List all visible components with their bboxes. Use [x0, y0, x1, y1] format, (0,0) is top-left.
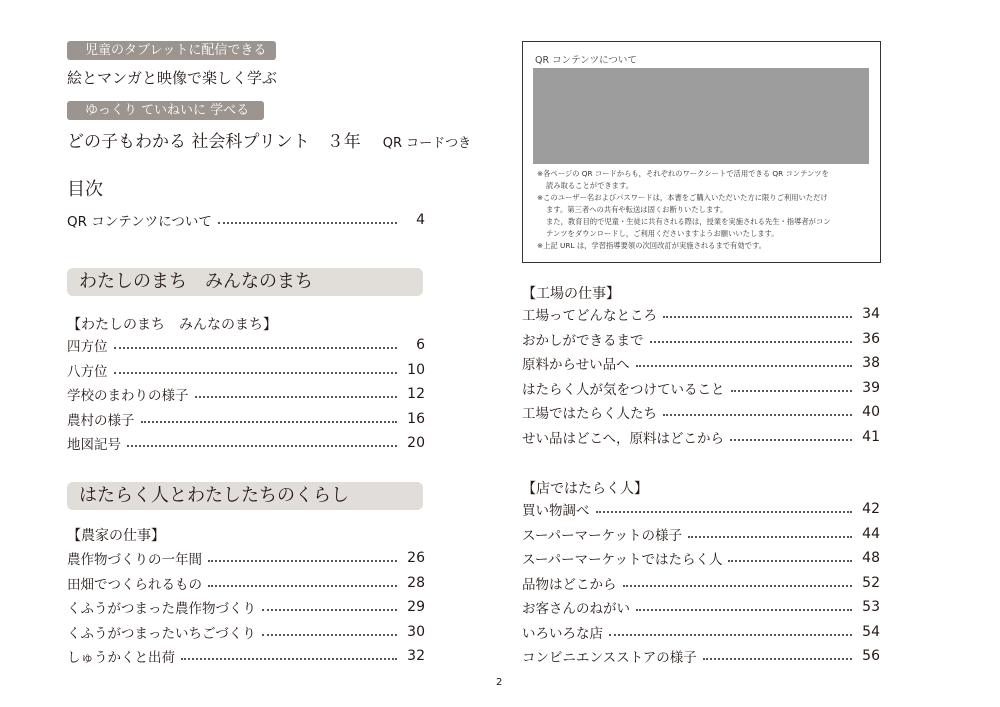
entry-label: いろいろな店: [522, 625, 603, 642]
toc-entry[interactable]: [522, 400, 880, 425]
entry-page: 53: [862, 599, 880, 616]
entry-page: 26: [407, 550, 425, 567]
qr-note-line: テンツをダウンロードし，ご利用くださいますようお願いいたします。: [546, 229, 779, 238]
entry-page: 52: [862, 574, 880, 591]
entry-label: スーパーマーケットの様子: [522, 527, 682, 544]
leader: [609, 634, 852, 636]
toc-entry[interactable]: [67, 431, 425, 456]
entry-page: 6: [416, 337, 425, 354]
entry-page: 38: [862, 355, 880, 372]
qr-notes: [537, 168, 877, 252]
leader: [636, 609, 852, 611]
tag-slow: ゆっくり ていねいに 学べる: [67, 101, 264, 120]
entry-label: 田畑でつくられるもの: [67, 576, 202, 593]
leader: [636, 365, 852, 367]
entry-page: 4: [416, 212, 425, 229]
toc-entry[interactable]: [67, 358, 425, 383]
toc-entry[interactable]: [522, 351, 880, 376]
group-heading: 【工場の仕事】: [522, 286, 620, 302]
toc-entry-qr[interactable]: [67, 208, 425, 233]
qr-note-line: また，教育目的で児童・生徒に共有される際は，授業を実施される先生・指導者がコン: [546, 217, 831, 226]
leader: [663, 414, 852, 416]
qr-box-title: QR コンテンツについて: [535, 55, 637, 66]
tag-tablet: 児童のタブレットに配信できる: [67, 41, 276, 60]
group-heading: 【店ではたらく人】: [522, 481, 648, 497]
leader: [688, 536, 852, 538]
entry-page: 56: [862, 648, 880, 665]
toc-heading: 目次: [67, 179, 103, 200]
book-title: [67, 127, 471, 152]
toc-entry[interactable]: [522, 376, 880, 401]
qr-note-line: ※上記 URL は，学習指導要領の次回改訂が実施されるまで有効です。: [537, 241, 766, 250]
toc-entry[interactable]: [67, 382, 425, 407]
entry-page: 41: [862, 428, 880, 445]
toc-list: [67, 333, 425, 456]
toc-entry[interactable]: [67, 620, 425, 645]
entry-page: 54: [862, 623, 880, 640]
toc-list: [522, 302, 880, 449]
leader: [114, 372, 398, 374]
entry-page: 20: [407, 435, 425, 452]
section-header-2: はたらく人とわたしたちのくらし: [67, 482, 423, 510]
toc-entry[interactable]: [522, 327, 880, 352]
toc-entry[interactable]: [522, 522, 880, 547]
title-suffix: QR コードつき: [382, 136, 472, 151]
leader: [218, 222, 397, 224]
toc-entry[interactable]: [522, 571, 880, 596]
entry-label: 買い物調べ: [522, 503, 590, 520]
book-title-text: どの子もわかる 社会科プリント ３年: [67, 132, 361, 152]
toc-list: [522, 497, 880, 669]
entry-page: 36: [862, 330, 880, 347]
qr-note-line: 読み取ることができます。: [546, 181, 633, 190]
entry-page: 28: [407, 574, 425, 591]
entry-label: くふうがつまったいちごづくり: [67, 625, 256, 642]
leader: [731, 390, 853, 392]
toc-entry[interactable]: [522, 546, 880, 571]
qr-info-box: [522, 41, 881, 263]
leader: [703, 658, 852, 660]
toc-entry[interactable]: [522, 644, 880, 669]
entry-label: くふうがつまった農作物づくり: [67, 601, 256, 618]
toc-entry[interactable]: [522, 620, 880, 645]
toc-entry[interactable]: [522, 595, 880, 620]
entry-page: 30: [407, 623, 425, 640]
entry-label: スーパーマーケットではたらく人: [522, 552, 723, 569]
entry-page: 42: [862, 501, 880, 518]
entry-page: 16: [407, 410, 425, 427]
toc-entry[interactable]: [67, 333, 425, 358]
toc-entry[interactable]: [67, 546, 425, 571]
toc-entry[interactable]: [67, 571, 425, 596]
entry-label: コンビニエンスストアの様子: [522, 650, 697, 667]
entry-label: 学校のまわりの様子: [67, 388, 189, 405]
leader: [262, 634, 397, 636]
qr-note-line: ※各ページの QR コードからも，それぞれのワークシートで活用できる QR コンテンツを: [537, 169, 829, 178]
toc-entry[interactable]: [67, 595, 425, 620]
entry-label: おかしができるまで: [522, 332, 644, 349]
entry-label: はたらく人が気をつけていること: [522, 381, 725, 398]
leader: [195, 396, 398, 398]
entry-page: 12: [407, 386, 425, 403]
toc-entry[interactable]: [67, 407, 425, 432]
toc-entry[interactable]: [67, 644, 425, 669]
leader: [623, 585, 853, 587]
entry-page: 40: [862, 404, 880, 421]
page-number: 2: [496, 677, 503, 688]
toc-entry[interactable]: [522, 497, 880, 522]
leader: [114, 347, 398, 349]
entry-label: せい品はどこへ，原料はどこから: [522, 430, 724, 447]
toc-entry[interactable]: [522, 302, 880, 327]
toc-entry[interactable]: [67, 208, 425, 233]
toc-entry[interactable]: [522, 425, 880, 450]
group-heading: 【わたしのまち みんなのまち】: [67, 317, 277, 333]
entry-label: 原料からせい品へ: [522, 357, 630, 374]
qr-image-placeholder: [533, 68, 869, 164]
subtitle: 絵とマンガと映像で楽しく学ぶ: [67, 69, 278, 87]
leader: [650, 341, 853, 343]
section-header-1: わたしのまち みんなのまち: [67, 268, 423, 296]
entry-page: 44: [862, 525, 880, 542]
entry-page: 32: [407, 648, 425, 665]
leader: [208, 585, 397, 587]
entry-page: 29: [407, 599, 425, 616]
leader: [141, 421, 398, 423]
entry-label: 工場ではたらく人たち: [522, 406, 657, 423]
entry-label: お客さんのねがい: [522, 601, 630, 618]
group-heading: 【農家の仕事】: [67, 528, 165, 544]
entry-page: 34: [862, 306, 880, 323]
entry-label: 農作物づくりの一年間: [67, 552, 202, 569]
entry-page: 39: [862, 379, 880, 396]
entry-label: 八方位: [67, 363, 108, 380]
leader: [596, 511, 853, 513]
qr-note-line: ※このユーザー名およびパスワードは，本書をご購入いただいた方に限りご利用いただけ: [537, 193, 828, 202]
leader: [728, 560, 852, 562]
entry-label: 工場ってどんなところ: [522, 308, 657, 325]
toc-list: [67, 546, 425, 669]
entry-label: QR コンテンツについて: [67, 214, 212, 231]
entry-label: 品物はどこから: [522, 576, 617, 593]
entry-page: 48: [862, 550, 880, 567]
entry-label: 地図記号: [67, 437, 121, 454]
entry-label: しゅうかくと出荷: [67, 650, 175, 667]
leader: [730, 439, 852, 441]
entry-label: 四方位: [67, 339, 108, 356]
leader: [262, 609, 397, 611]
qr-note-line: ます。第三者への共有や転送は固くお断りいたします。: [546, 205, 728, 214]
entry-label: 農村の様子: [67, 412, 135, 429]
leader: [663, 316, 852, 318]
entry-page: 10: [407, 361, 425, 378]
leader: [208, 560, 397, 562]
leader: [181, 658, 397, 660]
leader: [127, 445, 397, 447]
